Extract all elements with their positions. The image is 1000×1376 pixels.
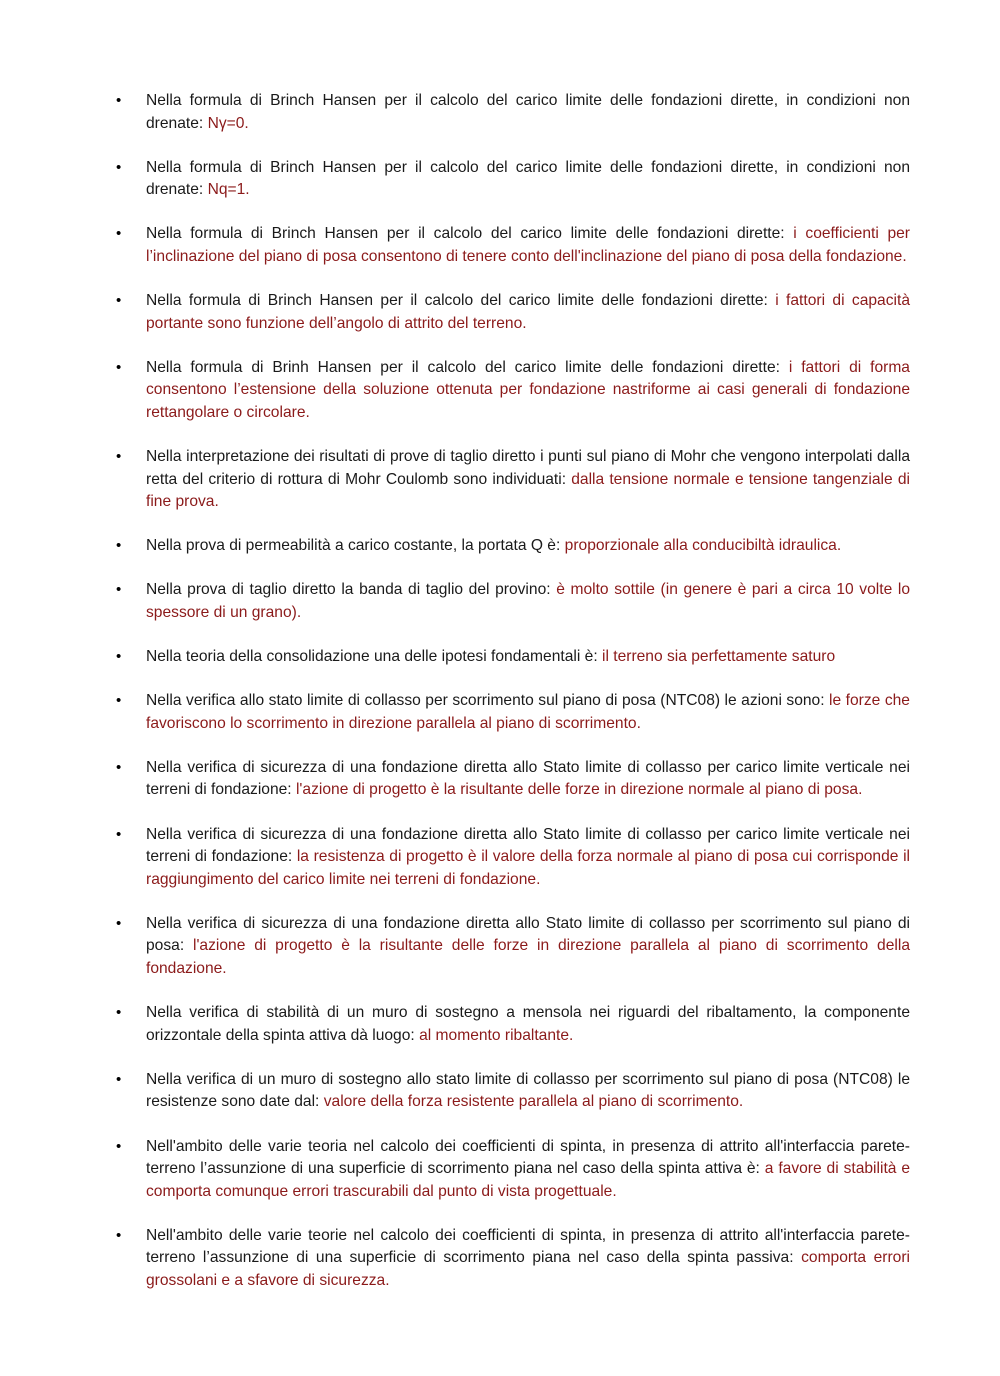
list-item xyxy=(0,1002,1000,1047)
question-text: Nella formula di Brinch Hansen per il calcolo del carico limite delle fondazioni dirette: xyxy=(146,225,794,243)
answer-text: i fattori di forma consentono l’estensione della soluzione ottenuta per fondazione nastriforme ai casi generali di fondazione rettangolare o circolare. xyxy=(146,358,910,421)
question-text: Nella interpretazione dei risultati di prove di taglio diretto i punti sul piano di Mohr che vengono interpolati dalla retta del criterio di rottura di Mohr Coulomb sono individuati: xyxy=(146,448,910,488)
question-text: Nella verifica di sicurezza di una fondazione diretta allo Stato limite di collasso per carico limite verticale nei terreni di fondazione: xyxy=(146,758,910,799)
answer-text: i coefficienti per l’inclinazione del piano di posa consentono di tenere conto dell'inclinazione del piano di posa della fondazione. xyxy=(146,225,910,265)
question-text: Nella formula di Brinch Hansen per il calcolo del carico limite delle fondazioni dirette, in condizioni non drenate: xyxy=(146,92,910,132)
bullet-icon: • xyxy=(116,914,122,932)
list-item xyxy=(0,535,1000,558)
question-text: Nella formula di Brinch Hansen per il calcolo del carico limite delle fondazioni dirette: xyxy=(146,292,776,310)
answer-text: dalla tensione normale e tensione tangenziale di fine prova. xyxy=(146,470,910,511)
bullet-icon: • xyxy=(116,825,122,843)
bullet-icon: • xyxy=(116,292,122,310)
answer-text: proporzionale alla conducibiltà idraulica. xyxy=(564,537,842,555)
question-text: Nell'ambito delle varie teoria nel calcolo dei coefficienti di spinta, in presenza di attrito all'interfaccia parete-terreno l’assunzione di una superficie di scorrimento piana nel caso della spinta attiva è: xyxy=(146,1137,910,1178)
bullet-icon: • xyxy=(116,1070,122,1088)
question-text: Nella verifica di stabilità di un muro di sostegno a mensola nei riguardi del ribaltamento, la componente orizzontale della spinta attiva dà luogo: xyxy=(146,1004,910,1044)
question-text: Nella verifica di un muro di sostegno allo stato limite di collasso per scorrimento sul piano di posa (NTC08) le resistenze sono date dal: xyxy=(146,1070,910,1111)
question-text: Nella formula di Brinch Hansen per il calcolo del carico limite delle fondazioni dirette, in condizioni non drenate: xyxy=(146,158,910,199)
list-item xyxy=(0,1069,1000,1114)
list-item xyxy=(0,1136,1000,1204)
list-item xyxy=(0,646,1000,669)
answer-text: a favore di stabilità e comporta comunque errori trascurabili dal punto di vista progettuale. xyxy=(146,1160,910,1200)
question-text: Nella prova di taglio diretto la banda di taglio del provino: xyxy=(146,581,557,599)
answer-text: al momento ribaltante. xyxy=(419,1026,574,1044)
bullet-icon: • xyxy=(116,358,122,376)
list-item xyxy=(0,357,1000,425)
bullet-icon: • xyxy=(116,758,122,776)
bullet-icon: • xyxy=(116,1137,122,1155)
bullet-icon: • xyxy=(116,448,122,466)
answer-text: valore della forza resistente parallela al piano di scorrimento. xyxy=(323,1093,744,1111)
answer-text: la resistenza di progetto è il valore della forza normale al piano di posa cui corrisponde il raggiungimento del carico limite nei terreni di fondazione. xyxy=(146,848,910,888)
list-item xyxy=(0,90,1000,135)
question-text: Nella verifica di sicurezza di una fondazione diretta allo Stato limite di collasso per carico limite verticale nei terreni di fondazione: xyxy=(146,825,910,866)
bullet-icon: • xyxy=(116,648,122,666)
list-item xyxy=(0,913,1000,981)
bullet-icon: • xyxy=(116,581,122,599)
question-text: Nella formula di Brinh Hansen per il calcolo del carico limite delle fondazioni dirette: xyxy=(146,358,789,376)
bullet-icon: • xyxy=(116,158,122,176)
bullet-icon: • xyxy=(116,1004,122,1022)
list-item xyxy=(0,757,1000,802)
list-item xyxy=(0,690,1000,735)
list-item xyxy=(0,579,1000,624)
answer-text: il terreno sia perfettamente saturo xyxy=(601,648,836,666)
question-text: Nella teoria della consolidazione una delle ipotesi fondamentali è: xyxy=(146,648,602,666)
question-text: Nella verifica allo stato limite di collasso per scorrimento sul piano di posa (NTC08) le azioni sono: xyxy=(146,692,830,710)
bullet-icon: • xyxy=(116,537,122,555)
bullet-icon: • xyxy=(116,225,122,243)
question-answer-list xyxy=(0,90,1000,1314)
answer-text: Nq=1. xyxy=(207,181,250,199)
question-text: Nella prova di permeabilità a carico costante, la portata Q è: xyxy=(146,537,565,555)
question-text: Nell'ambito delle varie teorie nel calcolo dei coefficienti di spinta, in presenza di attrito all'interfaccia parete-terreno l’assunzione di una superficie di scorrimento piana nel caso della spinta passiva: xyxy=(146,1226,910,1267)
bullet-icon: • xyxy=(116,692,122,710)
answer-text: Nγ=0. xyxy=(207,114,249,132)
answer-text: le forze che favoriscono lo scorrimento in direzione parallela al piano di scorrimento. xyxy=(146,692,910,732)
answer-text: l'azione di progetto è la risultante delle forze in direzione normale al piano di posa. xyxy=(295,781,863,799)
answer-text: è molto sottile (in genere è pari a circa 10 volte lo spessore di un grano). xyxy=(146,581,910,621)
bullet-icon: • xyxy=(116,92,122,109)
answer-text: comporta errori grossolani e a sfavore di sicurezza. xyxy=(146,1249,910,1289)
bullet-icon: • xyxy=(116,1226,122,1244)
list-item xyxy=(0,446,1000,514)
answer-text: i fattori di capacità portante sono funzione dell’angolo di attrito del terreno. xyxy=(146,292,910,332)
list-item xyxy=(0,223,1000,268)
list-item xyxy=(0,290,1000,335)
list-item xyxy=(0,1225,1000,1293)
list-item xyxy=(0,824,1000,892)
answer-text: l'azione di progetto è la risultante delle forze in direzione parallela al piano di scorrimento della fondazione. xyxy=(146,937,910,978)
question-text: Nella verifica di sicurezza di una fondazione diretta allo Stato limite di collasso per scorrimento sul piano di posa: xyxy=(146,914,910,955)
list-item xyxy=(0,157,1000,202)
